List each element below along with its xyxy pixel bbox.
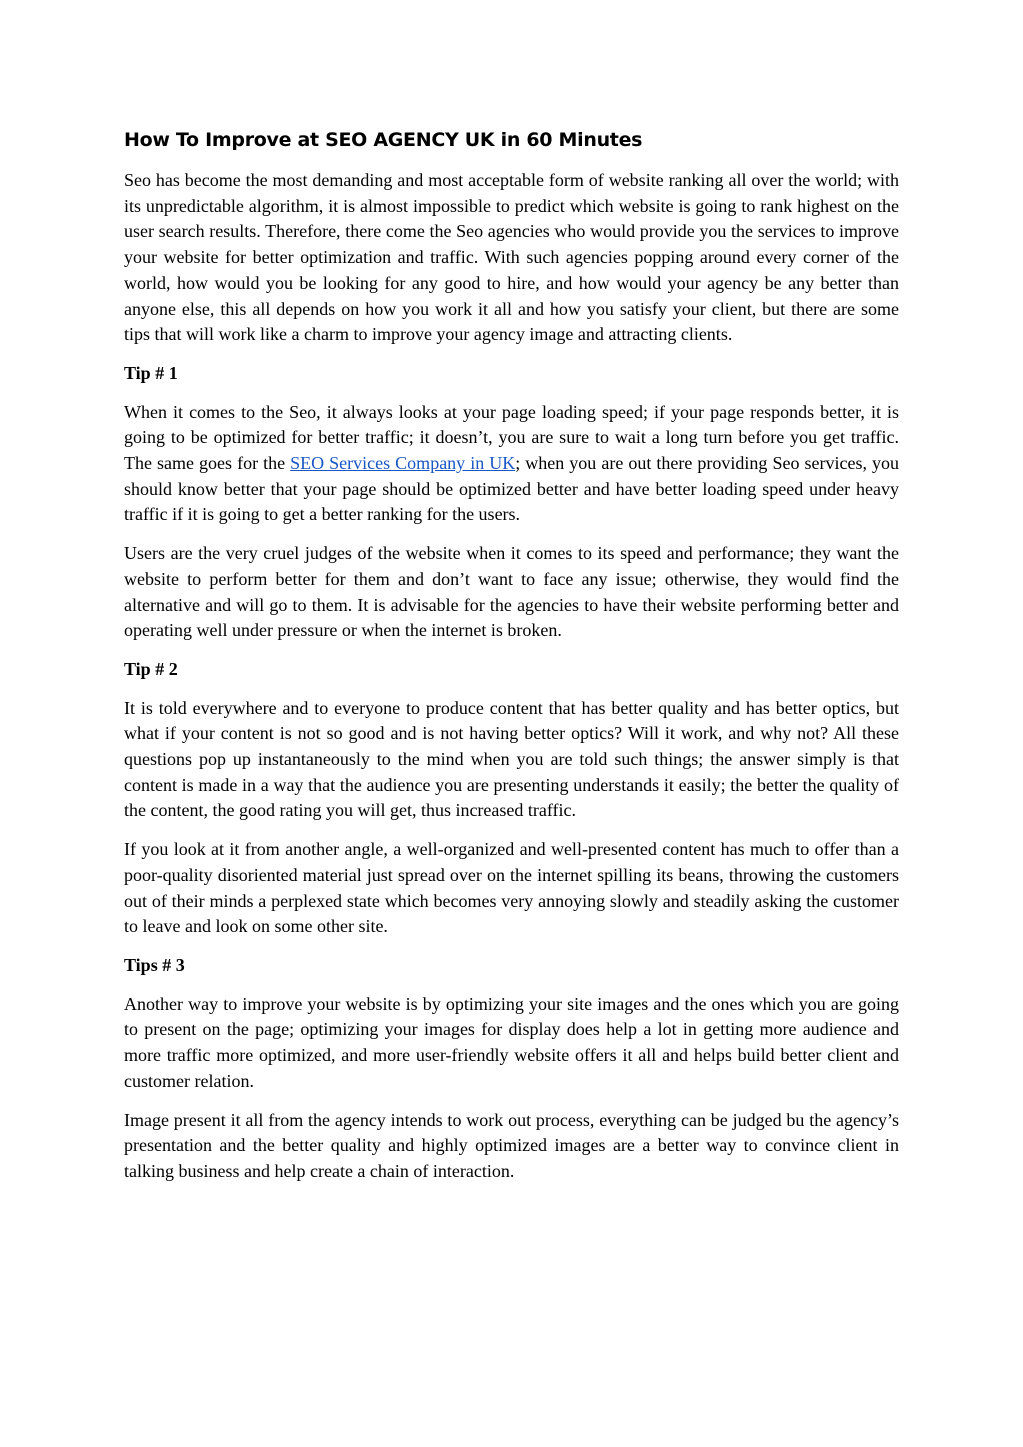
tip-1-text-after-link: ; when you are out there providing Seo services, you should know better that your page should be optimized better and have better loading speed under heavy traffic if it is going to get a better ranking for the users. — [124, 453, 899, 525]
tip-1-paragraph-2: Users are the very cruel judges of the website when it comes to its speed and performance; they want the website to perform better for them and don’t want to face any issue; otherwise, they would find the alternative and will go to them. It is advisable for the agencies to have their website performing better and operating well under pressure or when the internet is broken. — [124, 543, 899, 641]
tip-1-text-before-link: When it comes to the Seo, it always looks at your page loading speed; if your page responds better, it is going to be optimized for better traffic; it doesn’t, you are sure to wait a long turn before you get traffic. The same goes for the — [124, 401, 899, 474]
tip-3-heading: Tips # 3 — [124, 954, 185, 975]
tip-3-paragraph-2: Image present it all from the agency intends to work out process, everything can be judged bu the agency’s presentation and the better quality and highly optimized images are a better way to convince client in talking business and help create a chain of interaction. — [124, 1109, 899, 1181]
tip-1-heading: Tip # 1 — [124, 362, 178, 383]
tip-2-heading: Tip # 2 — [124, 658, 178, 679]
document-page — [124, 126, 899, 1198]
tip-2-paragraph-2: If you look at it from another angle, a well-organized and well-presented content has much to offer than a poor-quality disoriented material just spread over on the internet spilling its beans, throwing the customers out of their minds a perplexed state which becomes very annoying slowly and steadily asking the customer to leave and look on some other site. — [124, 839, 899, 937]
seo-services-link[interactable]: SEO Services Company in UK — [290, 453, 516, 474]
intro-paragraph: Seo has become the most demanding and most acceptable form of website ranking all over the world; with its unpredictable algorithm, it is almost impossible to predict which website is going to rank highest on the user search results. Therefore, there come the Seo agencies who would provide you the services to improve your website for better optimization and traffic. With such agencies popping around every corner of the world, how would you be looking for any good to hire, and how would your agency be any better than anyone else, this all depends on how you work it all and how you satisfy your client, but there are some tips that will work like a charm to improve your agency image and attracting clients. — [124, 170, 899, 345]
tip-3-paragraph-1: Another way to improve your website is by optimizing your site images and the ones which you are going to present on the page; optimizing your images for display does help a lot in getting more audience and more traffic more optimized, and more user-friendly website offers it all and helps build better client and customer relation. — [124, 993, 899, 1091]
document-title: How To Improve at SEO AGENCY UK in 60 Minutes — [124, 129, 643, 151]
tip-1-paragraph-1 — [124, 400, 899, 529]
tip-2-paragraph-1: It is told everywhere and to everyone to produce content that has better quality and has better optics, but what if your content is not so good and is not having better optics? Will it work, and why not? All these questions pop up instantaneously to the mind when you are told such things; the answer simply is that content is made in a way that the audience you are presenting understands it easily; the better the quality of the content, the good rating you will get, thus increased traffic. — [124, 697, 899, 821]
